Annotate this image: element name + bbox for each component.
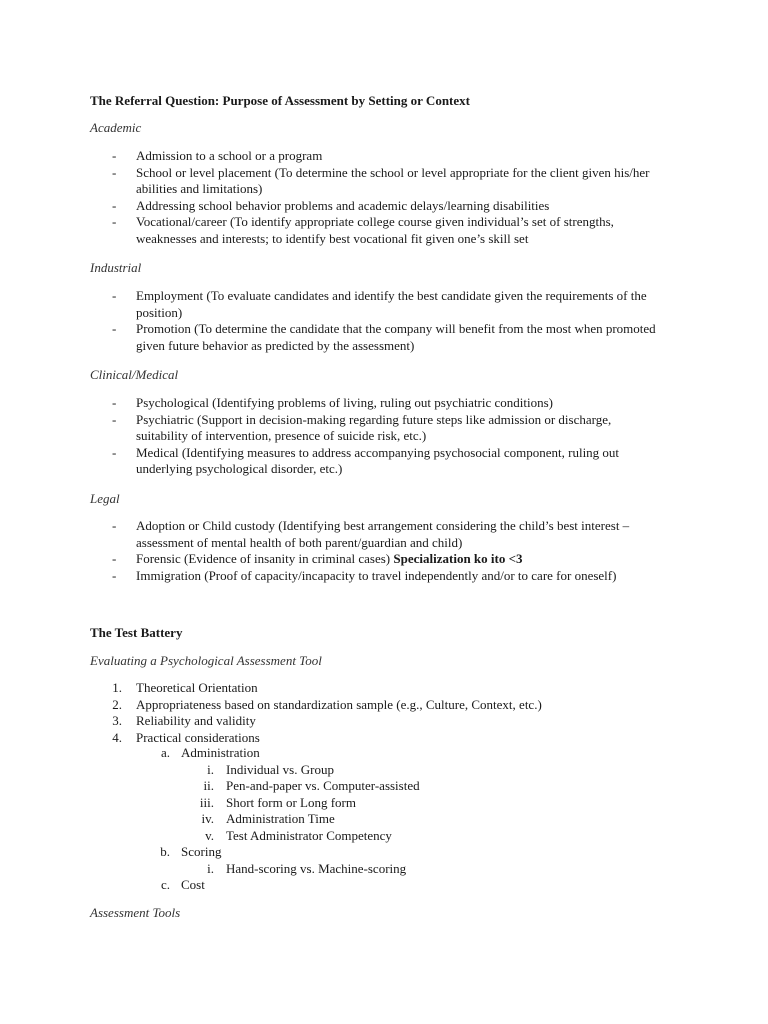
letter-marker: c. bbox=[160, 877, 170, 892]
list-item-text: Administration Time bbox=[226, 811, 335, 826]
list-item-text: Admission to a school or a program bbox=[136, 148, 323, 163]
roman-marker: i. bbox=[207, 860, 214, 876]
clinical-list bbox=[0, 395, 666, 478]
sublist-item-administration bbox=[0, 745, 768, 762]
dash-marker: - bbox=[112, 411, 117, 427]
dash-marker: - bbox=[112, 395, 117, 410]
dash-marker: - bbox=[112, 567, 117, 583]
page-title: The Referral Question: Purpose of Assessment by Setting or Context bbox=[90, 93, 470, 108]
dash-marker: - bbox=[112, 518, 117, 533]
section-heading-test-battery: The Test Battery bbox=[90, 625, 183, 640]
list-item bbox=[0, 395, 666, 412]
industrial-list bbox=[0, 288, 666, 354]
list-item-text: Promotion (To determine the candidate that the company will benefit from the most when promoted given future behavior as predicted by the assessment) bbox=[136, 321, 656, 353]
subsublist-item bbox=[0, 762, 768, 779]
number-marker: 3. bbox=[112, 713, 122, 728]
list-item-text: Administration bbox=[181, 745, 260, 760]
list-item-text: Pen-and-paper vs. Computer-assisted bbox=[226, 778, 420, 793]
list-item-text: Employment (To evaluate candidates and identify the best candidate given the requirements of the position) bbox=[136, 288, 647, 320]
letter-marker: a. bbox=[160, 745, 170, 760]
dash-marker: - bbox=[112, 197, 117, 213]
subsublist-item bbox=[0, 778, 768, 795]
list-item-text: Addressing school behavior problems and academic delays/learning disabilities bbox=[136, 197, 550, 213]
roman-marker: ii. bbox=[203, 778, 214, 793]
section-heading-legal: Legal bbox=[90, 491, 120, 506]
sublist-item-scoring bbox=[0, 844, 768, 861]
roman-marker: i. bbox=[207, 761, 214, 777]
list-item-text: Individual vs. Group bbox=[226, 761, 334, 777]
list-item bbox=[0, 680, 666, 697]
list-item-text: Adoption or Child custody (Identifying best arrangement considering the child’s best interest – assessment of mental health of both parent/guardian and child) bbox=[136, 518, 630, 550]
list-item bbox=[0, 518, 666, 551]
practical-considerations-sublist bbox=[0, 745, 768, 894]
list-item-text: Immigration (Proof of capacity/incapacity to travel independently and/or to care for oneself) bbox=[136, 567, 617, 583]
list-item bbox=[0, 165, 666, 198]
list-item-text: Test Administrator Competency bbox=[226, 827, 392, 843]
subsublist-item bbox=[0, 795, 768, 812]
dash-marker: - bbox=[112, 164, 117, 180]
list-item bbox=[0, 445, 666, 478]
list-item-text: Vocational/career (To identify appropriate college course given individual’s set of strengths, weaknesses and interests; to identify best vocational fit given one’s skill set bbox=[136, 214, 614, 246]
list-item bbox=[0, 713, 666, 730]
academic-list bbox=[0, 148, 666, 247]
roman-marker: v. bbox=[205, 827, 214, 843]
list-item bbox=[0, 568, 666, 585]
list-item-text: Theoretical Orientation bbox=[136, 680, 258, 695]
list-item bbox=[0, 697, 666, 714]
list-item bbox=[0, 198, 666, 215]
list-item-text: Short form or Long form bbox=[226, 794, 356, 810]
list-item-text: School or level placement (To determine the school or level appropriate for the client given his/her abilities and limitations) bbox=[136, 164, 650, 196]
list-item-text: Cost bbox=[181, 877, 205, 892]
sublist-item-cost bbox=[0, 877, 768, 894]
roman-marker: iv. bbox=[201, 811, 214, 826]
dash-marker: - bbox=[112, 444, 117, 460]
subheading-evaluating-tool: Evaluating a Psychological Assessment Tool bbox=[90, 653, 322, 668]
dash-marker: - bbox=[112, 321, 117, 336]
list-item-text: Reliability and validity bbox=[136, 713, 256, 728]
list-item-text: Hand-scoring vs. Machine-scoring bbox=[226, 860, 407, 876]
list-item-text: Psychological (Identifying problems of living, ruling out psychiatric conditions) bbox=[136, 395, 554, 410]
dash-marker: - bbox=[112, 551, 117, 566]
list-item bbox=[0, 288, 666, 321]
number-marker: 2. bbox=[112, 696, 122, 712]
section-heading-academic: Academic bbox=[90, 120, 142, 135]
number-marker: 1. bbox=[112, 680, 122, 695]
list-item bbox=[0, 412, 666, 445]
list-item bbox=[0, 148, 666, 165]
dash-marker: - bbox=[112, 214, 117, 229]
subheading-assessment-tools: Assessment Tools bbox=[90, 905, 181, 920]
subsublist-item bbox=[0, 828, 768, 845]
list-item bbox=[0, 551, 666, 568]
dash-marker: - bbox=[112, 148, 117, 163]
list-item-text: Practical considerations bbox=[136, 729, 260, 745]
legal-list bbox=[0, 518, 666, 584]
subsublist-item bbox=[0, 811, 768, 828]
subsublist-item bbox=[0, 861, 768, 878]
section-heading-industrial: Industrial bbox=[90, 260, 142, 275]
dash-marker: - bbox=[112, 288, 117, 303]
list-item-text: Scoring bbox=[181, 844, 222, 859]
letter-marker: b. bbox=[160, 844, 170, 859]
forensic-note: Specialization ko ito <3 bbox=[393, 551, 523, 566]
list-item bbox=[0, 321, 666, 354]
roman-marker: iii. bbox=[199, 794, 214, 810]
list-item bbox=[0, 730, 666, 747]
list-item-text: Appropriateness based on standardization sample (e.g., Culture, Context, etc.) bbox=[136, 696, 542, 712]
list-item bbox=[0, 214, 666, 247]
section-heading-clinical: Clinical/Medical bbox=[90, 367, 179, 382]
list-item-text: Psychiatric (Support in decision-making regarding future steps like admission or discharge, suitability of intervention, presence of suicide risk, etc.) bbox=[136, 411, 612, 443]
evaluation-criteria-list bbox=[0, 680, 666, 746]
list-item-text: Medical (Identifying measures to address accompanying psychosocial component, ruling out underlying psychological disorder, etc.) bbox=[136, 444, 620, 476]
number-marker: 4. bbox=[112, 729, 122, 745]
list-item-text: Forensic (Evidence of insanity in criminal cases) bbox=[136, 551, 391, 566]
